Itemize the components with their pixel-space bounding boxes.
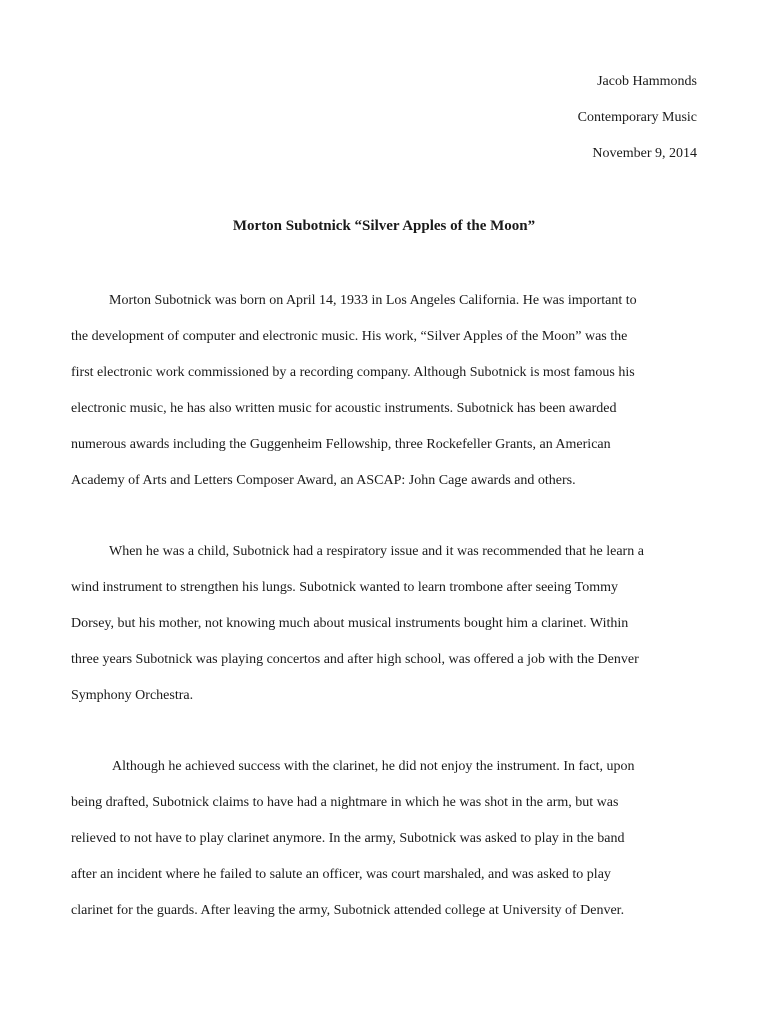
paragraph-line: being drafted, Subotnick claims to have had a nightmare in which he was shot in the arm, but was: [71, 795, 619, 810]
paragraph-line: When he was a child, Subotnick had a respiratory issue and it was recommended that he learn a: [109, 544, 644, 559]
paragraph-line: Although he achieved success with the clarinet, he did not enjoy the instrument. In fact, upon: [112, 759, 635, 774]
paragraph-line: Morton Subotnick was born on April 14, 1933 in Los Angeles California. He was important to: [109, 293, 637, 308]
paragraph-line: Symphony Orchestra.: [71, 688, 194, 703]
author-name: Jacob Hammonds: [597, 74, 697, 89]
paragraph-line: electronic music, he has also written music for acoustic instruments. Subotnick has been awarded: [71, 401, 617, 416]
paragraph-line: three years Subotnick was playing concertos and after high school, was offered a job with the Denver: [71, 652, 639, 667]
paragraph-line: clarinet for the guards. After leaving the army, Subotnick attended college at University of Denver.: [71, 903, 625, 918]
paragraph-line: first electronic work commissioned by a recording company. Although Subotnick is most famous his: [71, 365, 635, 380]
paragraph-line: after an incident where he failed to salute an officer, was court marshaled, and was asked to play: [71, 867, 611, 882]
paragraph-line: Academy of Arts and Letters Composer Award, an ASCAP: John Cage awards and others.: [71, 473, 576, 488]
document-date: November 9, 2014: [592, 146, 697, 161]
course-name: Contemporary Music: [577, 110, 697, 125]
paragraph-line: the development of computer and electronic music. His work, “Silver Apples of the Moon” was the: [71, 329, 628, 344]
paragraph-line: Dorsey, but his mother, not knowing much about musical instruments bought him a clarinet. Within: [71, 616, 629, 631]
paragraph-line: relieved to not have to play clarinet anymore. In the army, Subotnick was asked to play in the band: [71, 831, 625, 846]
document-title: Morton Subotnick “Silver Apples of the Moon”: [232, 218, 536, 234]
paragraph-line: numerous awards including the Guggenheim Fellowship, three Rockefeller Grants, an American: [71, 437, 611, 452]
paragraph-line: wind instrument to strengthen his lungs. Subotnick wanted to learn trombone after seeing Tommy: [71, 580, 619, 595]
